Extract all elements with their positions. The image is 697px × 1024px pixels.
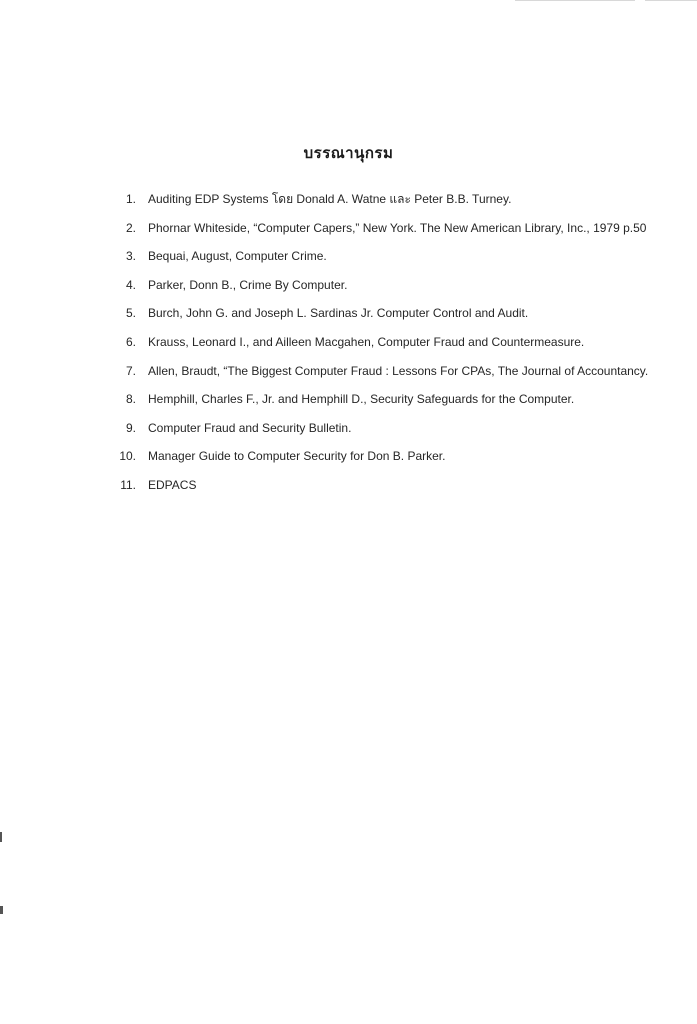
reference-number: 11. xyxy=(120,477,136,492)
reference-number: 1. xyxy=(125,192,136,206)
reference-number: 9. xyxy=(125,420,136,435)
reference-text: Krauss, Leonard I., and Ailleen Macgahen, Computer Fraud and Countermeasure. xyxy=(148,334,585,349)
reference-text: EDPACS xyxy=(148,477,197,492)
reference-item xyxy=(0,420,697,449)
reference-text: Auditing EDP Systems โดย Donald A. Watne และ Peter B.B. Turney. xyxy=(148,192,512,206)
bibliography-title: บรรณานุกรม xyxy=(303,144,394,162)
reference-item xyxy=(0,191,697,220)
reference-number: 2. xyxy=(125,220,136,235)
reference-text: Hemphill, Charles F., Jr. and Hemphill D., Security Safeguards for the Computer. xyxy=(148,392,575,407)
reference-item xyxy=(0,248,697,277)
reference-item xyxy=(0,477,697,506)
reference-item xyxy=(0,391,697,420)
reference-number: 3. xyxy=(125,249,136,264)
scan-edge-line xyxy=(515,0,635,1)
reference-item xyxy=(0,220,697,249)
reference-text: Burch, John G. and Joseph L. Sardinas Jr. Computer Control and Audit. xyxy=(148,306,529,321)
reference-list xyxy=(0,191,697,506)
reference-item xyxy=(0,363,697,392)
reference-number: 5. xyxy=(125,306,136,321)
reference-text: Parker, Donn B., Crime By Computer. xyxy=(148,277,348,292)
reference-item xyxy=(0,334,697,363)
reference-number: 8. xyxy=(125,392,136,407)
reference-item xyxy=(0,448,697,477)
reference-number: 6. xyxy=(125,334,136,349)
reference-item xyxy=(0,277,697,306)
reference-item xyxy=(0,305,697,334)
reference-number: 4. xyxy=(125,277,136,292)
reference-text: Phornar Whiteside, “Computer Capers,” New York. The New American Library, Inc., 1979 p.50 xyxy=(148,220,647,235)
reference-number: 10. xyxy=(119,449,136,464)
scan-speck xyxy=(0,906,3,914)
scan-edge-line xyxy=(645,0,697,1)
reference-text: Bequai, August, Computer Crime. xyxy=(148,249,327,264)
reference-number: 7. xyxy=(125,363,136,378)
reference-text: Computer Fraud and Security Bulletin. xyxy=(148,420,352,435)
reference-text: Allen, Braudt, “The Biggest Computer Fraud : Lessons For CPAs, The Journal of Accountancy. xyxy=(148,363,649,378)
scan-speck xyxy=(0,832,2,842)
reference-text: Manager Guide to Computer Security for Don B. Parker. xyxy=(148,449,446,464)
